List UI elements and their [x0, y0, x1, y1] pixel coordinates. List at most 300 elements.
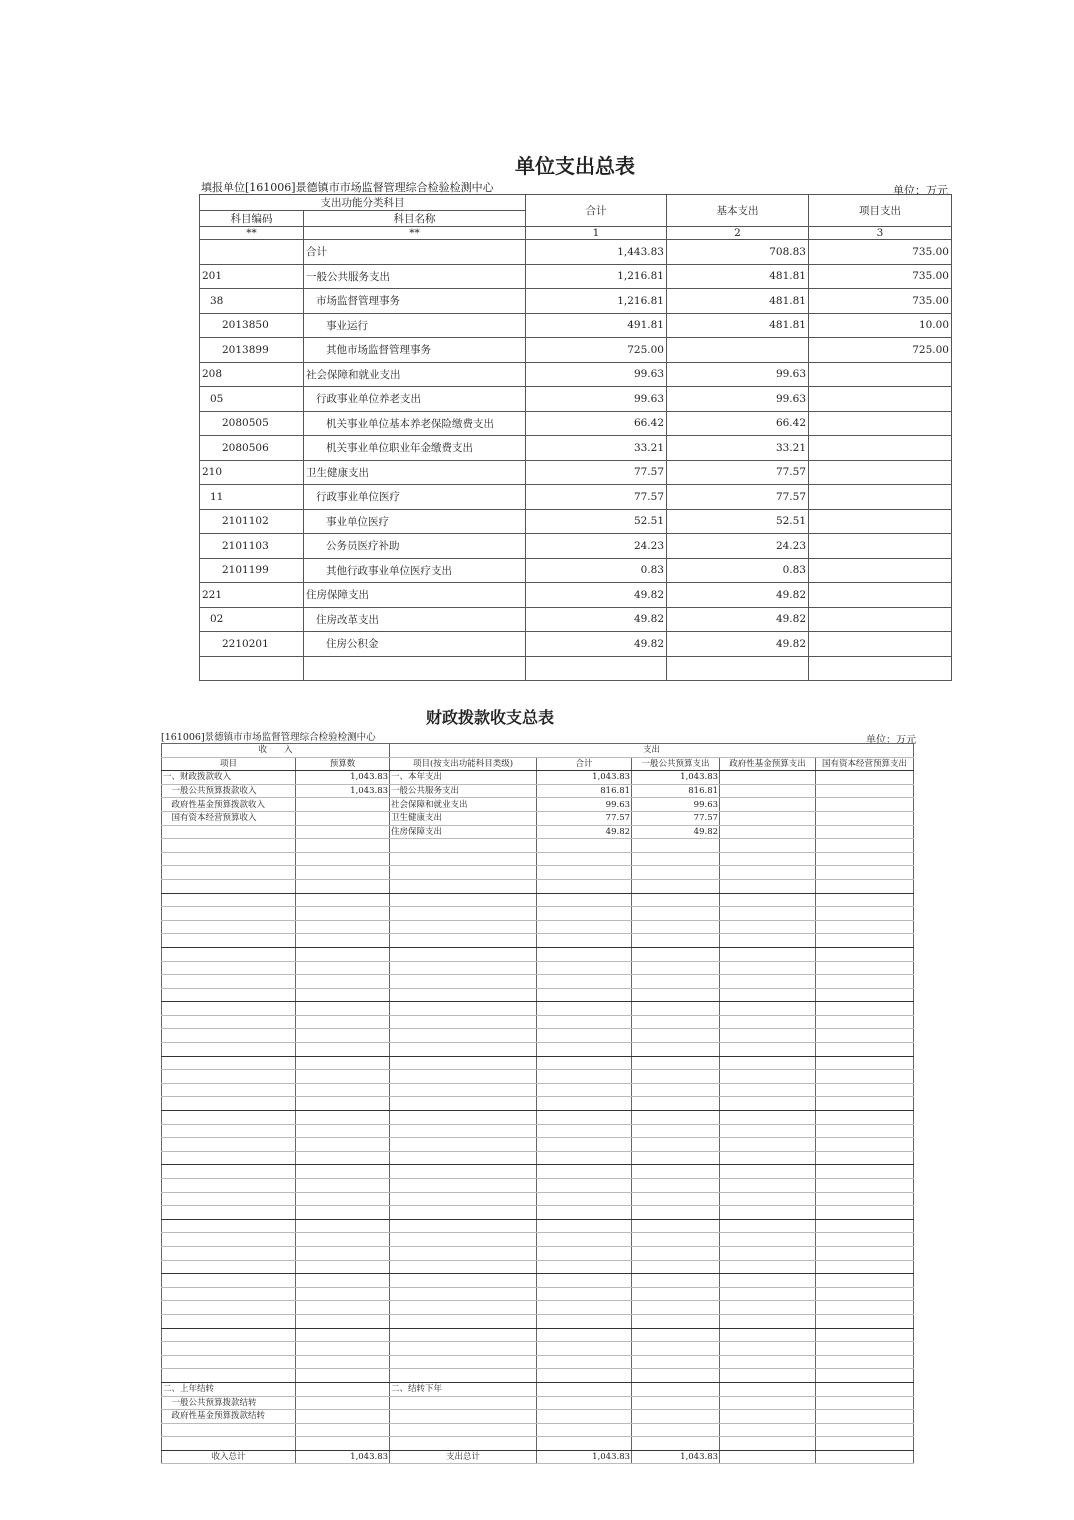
expense-gov-fund [720, 1328, 816, 1342]
subject-name: 住房保障支出 [304, 583, 526, 608]
expense-item [390, 934, 537, 948]
expense-gov-fund [720, 975, 816, 989]
basic-value: 49.82 [667, 632, 809, 657]
income-item [162, 1056, 296, 1070]
income-item [162, 1260, 296, 1274]
expense-general [632, 1369, 720, 1383]
expense-state-capital [816, 1369, 914, 1383]
expense-state-capital [816, 1437, 914, 1451]
expense-general [632, 1355, 720, 1369]
expense-general: 49.82 [632, 825, 720, 839]
expense-general [632, 1043, 720, 1057]
table-row [200, 387, 952, 412]
expense-item [390, 920, 537, 934]
table-row [162, 1355, 914, 1369]
subject-name: 事业单位医疗 [304, 509, 526, 534]
table-row [200, 411, 952, 436]
expense-gov-fund [720, 1192, 816, 1206]
expense-total [537, 934, 632, 948]
project-value: 735.00 [809, 240, 952, 265]
income-budget [296, 1382, 390, 1396]
expense-general [632, 839, 720, 853]
basic-value: 99.63 [667, 362, 809, 387]
header-name: 科目名称 [304, 211, 526, 227]
table-row [162, 1002, 914, 1016]
total-value: 49.82 [526, 632, 667, 657]
subject-name: 其他市场监督管理事务 [304, 338, 526, 363]
expense-gov-fund [720, 920, 816, 934]
table-row [162, 839, 914, 853]
subject-code: 210 [200, 460, 304, 485]
income-item [162, 1192, 296, 1206]
expense-total [537, 1124, 632, 1138]
expense-general [632, 1179, 720, 1193]
expense-state-capital [816, 1179, 914, 1193]
expense-item [390, 1301, 537, 1315]
expense-general [632, 1342, 720, 1356]
table-row [162, 1342, 914, 1356]
basic-value: 77.57 [667, 460, 809, 485]
expense-state-capital [816, 934, 914, 948]
expense-gov-fund [720, 1437, 816, 1451]
expense-gov-fund [720, 1165, 816, 1179]
project-value [809, 485, 952, 510]
expense-total [537, 852, 632, 866]
expense-state-capital [816, 1355, 914, 1369]
expense-total [537, 1355, 632, 1369]
expense-general [632, 879, 720, 893]
table1-unit-right: 单位：万元 [893, 184, 948, 197]
expense-item [390, 1070, 537, 1084]
subject-code: 2013899 [200, 338, 304, 363]
basic-value: 24.23 [667, 534, 809, 559]
table-row [162, 988, 914, 1002]
expense-gov-fund [720, 934, 816, 948]
expense-general [632, 1396, 720, 1410]
expense-total [537, 1179, 632, 1193]
expense-total [537, 1029, 632, 1043]
table-row [162, 825, 914, 839]
expense-general: 99.63 [632, 798, 720, 812]
unit-expenditure-table [199, 194, 952, 681]
expense-general [632, 1070, 720, 1084]
income-item [162, 975, 296, 989]
income-item [162, 1124, 296, 1138]
expense-item [390, 947, 537, 961]
income-item: 一般公共预算拨款结转 [162, 1396, 296, 1410]
expense-gov-fund [720, 1246, 816, 1260]
header-budget: 预算数 [296, 757, 390, 771]
expense-state-capital [816, 1124, 914, 1138]
subject-code: 2013850 [200, 313, 304, 338]
income-item [162, 1287, 296, 1301]
expense-gov-fund [720, 907, 816, 921]
table-row [162, 1246, 914, 1260]
table-row [162, 1111, 914, 1125]
expense-gov-fund [720, 1043, 816, 1057]
expense-total [537, 1410, 632, 1424]
expense-item [390, 988, 537, 1002]
expense-general [632, 934, 720, 948]
income-item [162, 1043, 296, 1057]
income-item [162, 1328, 296, 1342]
income-item [162, 1246, 296, 1260]
expense-general [632, 866, 720, 880]
total-value: 99.63 [526, 362, 667, 387]
subject-name: 社会保障和就业支出 [304, 362, 526, 387]
income-item [162, 1002, 296, 1016]
expense-state-capital [816, 784, 914, 798]
expense-total [537, 1097, 632, 1111]
income-budget [296, 879, 390, 893]
total-value: 1,216.81 [526, 289, 667, 314]
subject-code: 11 [200, 485, 304, 510]
expense-item [390, 1437, 537, 1451]
expense-general [632, 1138, 720, 1152]
total-value: 66.42 [526, 411, 667, 436]
income-item [162, 1029, 296, 1043]
expense-total: 77.57 [537, 811, 632, 825]
table-row [162, 961, 914, 975]
expense-gov-fund [720, 1450, 816, 1464]
table-row [162, 1015, 914, 1029]
table-row [200, 240, 952, 265]
income-item [162, 1233, 296, 1247]
total-value: 725.00 [526, 338, 667, 363]
table-row [200, 289, 952, 314]
expense-total [537, 866, 632, 880]
total-value: 33.21 [526, 436, 667, 461]
expense-item: 卫生健康支出 [390, 811, 537, 825]
expense-total [537, 1396, 632, 1410]
expense-gov-fund [720, 866, 816, 880]
expense-state-capital [816, 1314, 914, 1328]
header-idx-code: ** [200, 227, 304, 240]
expense-item [390, 1124, 537, 1138]
basic-value: 708.83 [667, 240, 809, 265]
expense-total [537, 961, 632, 975]
table-row [162, 1192, 914, 1206]
expense-total [537, 975, 632, 989]
expense-general [632, 1083, 720, 1097]
table-row [200, 460, 952, 485]
expense-gov-fund [720, 1287, 816, 1301]
expense-state-capital [816, 1301, 914, 1315]
expense-state-capital [816, 771, 914, 785]
expense-state-capital [816, 879, 914, 893]
table2-unit-right: 单位：万元 [866, 735, 916, 746]
table1-unit-left: 填报单位[161006]景德镇市市场监督管理综合检验检测中心 [201, 181, 494, 194]
expense-general [632, 975, 720, 989]
expense-item [390, 1206, 537, 1220]
project-value [809, 460, 952, 485]
total-value: 77.57 [526, 460, 667, 485]
income-budget [296, 825, 390, 839]
table2-title: 财政拨款收支总表 [425, 708, 554, 727]
subject-code: 2101103 [200, 534, 304, 559]
income-budget [296, 866, 390, 880]
expense-general [632, 1206, 720, 1220]
expense-state-capital [816, 1192, 914, 1206]
table2-unit-left: [161006]景德镇市市场监督管理综合检验检测中心 [161, 732, 376, 743]
expense-total [537, 947, 632, 961]
expense-item [390, 1002, 537, 1016]
table-row [200, 313, 952, 338]
table-row [162, 1314, 914, 1328]
expense-gov-fund [720, 1070, 816, 1084]
expense-total [537, 1342, 632, 1356]
expense-gov-fund [720, 839, 816, 853]
expense-state-capital [816, 1056, 914, 1070]
expense-gov-fund [720, 852, 816, 866]
project-value: 10.00 [809, 313, 952, 338]
expense-item [390, 1396, 537, 1410]
total-value: 77.57 [526, 485, 667, 510]
expense-item [390, 1219, 537, 1233]
expense-state-capital [816, 1423, 914, 1437]
expense-total [537, 1206, 632, 1220]
expense-total [537, 1369, 632, 1383]
income-budget [296, 1179, 390, 1193]
expense-gov-fund [720, 825, 816, 839]
table-row [200, 264, 952, 289]
expense-total [537, 1301, 632, 1315]
subject-name: 行政事业单位养老支出 [304, 387, 526, 412]
expense-state-capital [816, 839, 914, 853]
expense-gov-fund [720, 1151, 816, 1165]
table-row [200, 362, 952, 387]
income-budget [296, 1070, 390, 1084]
expense-state-capital [816, 811, 914, 825]
expense-gov-fund [720, 961, 816, 975]
expense-state-capital [816, 1396, 914, 1410]
header-item: 项目 [162, 757, 296, 771]
expense-gov-fund [720, 879, 816, 893]
table-row [162, 1029, 914, 1043]
basic-value: 77.57 [667, 485, 809, 510]
expense-item [390, 1015, 537, 1029]
table-row [162, 1206, 914, 1220]
expense-total [537, 1219, 632, 1233]
expense-total [537, 1111, 632, 1125]
expense-total [537, 1056, 632, 1070]
subject-code: 2080505 [200, 411, 304, 436]
expense-general [632, 1287, 720, 1301]
header-code: 科目编码 [200, 211, 304, 227]
income-item [162, 1111, 296, 1125]
income-item: 二、上年结转 [162, 1382, 296, 1396]
expense-general [632, 1015, 720, 1029]
income-budget [296, 1260, 390, 1274]
expense-gov-fund [720, 1369, 816, 1383]
table-row [162, 1369, 914, 1383]
expense-item [390, 1097, 537, 1111]
expense-total: 816.81 [537, 784, 632, 798]
income-budget [296, 1111, 390, 1125]
basic-value: 49.82 [667, 607, 809, 632]
income-budget [296, 893, 390, 907]
expense-state-capital [816, 1274, 914, 1288]
table-row [162, 1450, 914, 1464]
basic-value: 481.81 [667, 289, 809, 314]
expense-general [632, 1151, 720, 1165]
expense-general [632, 1192, 720, 1206]
expense-gov-fund [720, 947, 816, 961]
header-project: 项目支出 [809, 195, 952, 227]
expense-general [632, 1219, 720, 1233]
expense-state-capital [816, 798, 914, 812]
expense-item [390, 907, 537, 921]
expense-item: 二、结转下年 [390, 1382, 537, 1396]
table-row [162, 893, 914, 907]
income-item [162, 988, 296, 1002]
expense-gov-fund [720, 784, 816, 798]
expense-total [537, 1328, 632, 1342]
basic-value: 481.81 [667, 264, 809, 289]
table-row [162, 1410, 914, 1424]
expense-state-capital [816, 1043, 914, 1057]
expense-item [390, 1410, 537, 1424]
expense-total [537, 920, 632, 934]
expense-general [632, 907, 720, 921]
expense-item [390, 1151, 537, 1165]
expense-state-capital [816, 1246, 914, 1260]
expense-state-capital [816, 1328, 914, 1342]
income-item [162, 934, 296, 948]
expense-item [390, 866, 537, 880]
income-item: 一般公共预算拨款收入 [162, 784, 296, 798]
table-row [162, 1328, 914, 1342]
expense-total [537, 1423, 632, 1437]
table-row [162, 1260, 914, 1274]
expense-gov-fund [720, 1410, 816, 1424]
expense-total [537, 1192, 632, 1206]
expense-state-capital [816, 947, 914, 961]
expense-gov-fund [720, 1083, 816, 1097]
subject-name: 市场监督管理事务 [304, 289, 526, 314]
subject-code: 2210201 [200, 632, 304, 657]
expense-state-capital [816, 1070, 914, 1084]
fiscal-appropriation-table [161, 743, 914, 1464]
expense-gov-fund [720, 1396, 816, 1410]
table-row [162, 1382, 914, 1396]
expense-item: 社会保障和就业支出 [390, 798, 537, 812]
header-idx-name: ** [304, 227, 526, 240]
income-budget [296, 1233, 390, 1247]
header-item-exp: 项目(按支出功能科目类级) [390, 757, 537, 771]
income-item [162, 866, 296, 880]
expense-state-capital [816, 1382, 914, 1396]
expense-gov-fund [720, 988, 816, 1002]
expense-general: 77.57 [632, 811, 720, 825]
subject-code: 02 [200, 607, 304, 632]
table-row [200, 583, 952, 608]
total-value: 1,216.81 [526, 264, 667, 289]
income-budget [296, 1410, 390, 1424]
expense-gov-fund [720, 1260, 816, 1274]
income-item [162, 852, 296, 866]
expense-state-capital [816, 866, 914, 880]
expense-total [537, 1382, 632, 1396]
expense-state-capital [816, 961, 914, 975]
expense-total [537, 893, 632, 907]
income-budget [296, 1192, 390, 1206]
project-value: 735.00 [809, 264, 952, 289]
subject-code: 201 [200, 264, 304, 289]
expense-state-capital [816, 1287, 914, 1301]
table-row [200, 558, 952, 583]
expense-general [632, 920, 720, 934]
project-value [809, 436, 952, 461]
project-value [809, 509, 952, 534]
expense-state-capital [816, 1233, 914, 1247]
basic-value: 66.42 [667, 411, 809, 436]
table1-title: 单位支出总表 [515, 154, 635, 178]
income-item: 国有资本经营预算收入 [162, 811, 296, 825]
income-item [162, 1274, 296, 1288]
expense-gov-fund [720, 1179, 816, 1193]
table-row [162, 1274, 914, 1288]
expense-general [632, 1002, 720, 1016]
expense-total [537, 1138, 632, 1152]
income-item [162, 920, 296, 934]
total-value: 24.23 [526, 534, 667, 559]
subject-name: 机关事业单位基本养老保险缴费支出 [304, 411, 526, 436]
income-budget [296, 1355, 390, 1369]
income-budget [296, 1083, 390, 1097]
table-row [200, 607, 952, 632]
income-budget: 1,043.83 [296, 771, 390, 785]
basic-value [667, 338, 809, 363]
expense-general: 1,043.83 [632, 1450, 720, 1464]
expense-item [390, 1029, 537, 1043]
expense-state-capital [816, 1410, 914, 1424]
expense-state-capital [816, 1219, 914, 1233]
table-row [162, 920, 914, 934]
expense-total [537, 1083, 632, 1097]
expense-gov-fund [720, 1015, 816, 1029]
header-total2: 合计 [537, 757, 632, 771]
table-row [200, 534, 952, 559]
expense-state-capital [816, 1165, 914, 1179]
header-basic: 基本支出 [667, 195, 809, 227]
expense-state-capital [816, 920, 914, 934]
basic-value: 99.63 [667, 387, 809, 412]
income-budget [296, 947, 390, 961]
header-idx1: 1 [526, 227, 667, 240]
subject-code: 38 [200, 289, 304, 314]
expense-general [632, 1260, 720, 1274]
table-row [162, 771, 914, 785]
expense-item: 支出总计 [390, 1450, 537, 1464]
income-budget [296, 907, 390, 921]
income-budget [296, 961, 390, 975]
expense-state-capital [816, 988, 914, 1002]
expense-item [390, 1233, 537, 1247]
subject-code: 221 [200, 583, 304, 608]
income-item [162, 1355, 296, 1369]
expense-gov-fund [720, 1342, 816, 1356]
table-row [162, 934, 914, 948]
basic-value: 481.81 [667, 313, 809, 338]
project-value [809, 632, 952, 657]
table-row [162, 1437, 914, 1451]
table-row [162, 1219, 914, 1233]
subject-name: 其他行政事业单位医疗支出 [304, 558, 526, 583]
income-budget [296, 975, 390, 989]
header-general: 一般公共预算支出 [632, 757, 720, 771]
income-budget: 1,043.83 [296, 1450, 390, 1464]
